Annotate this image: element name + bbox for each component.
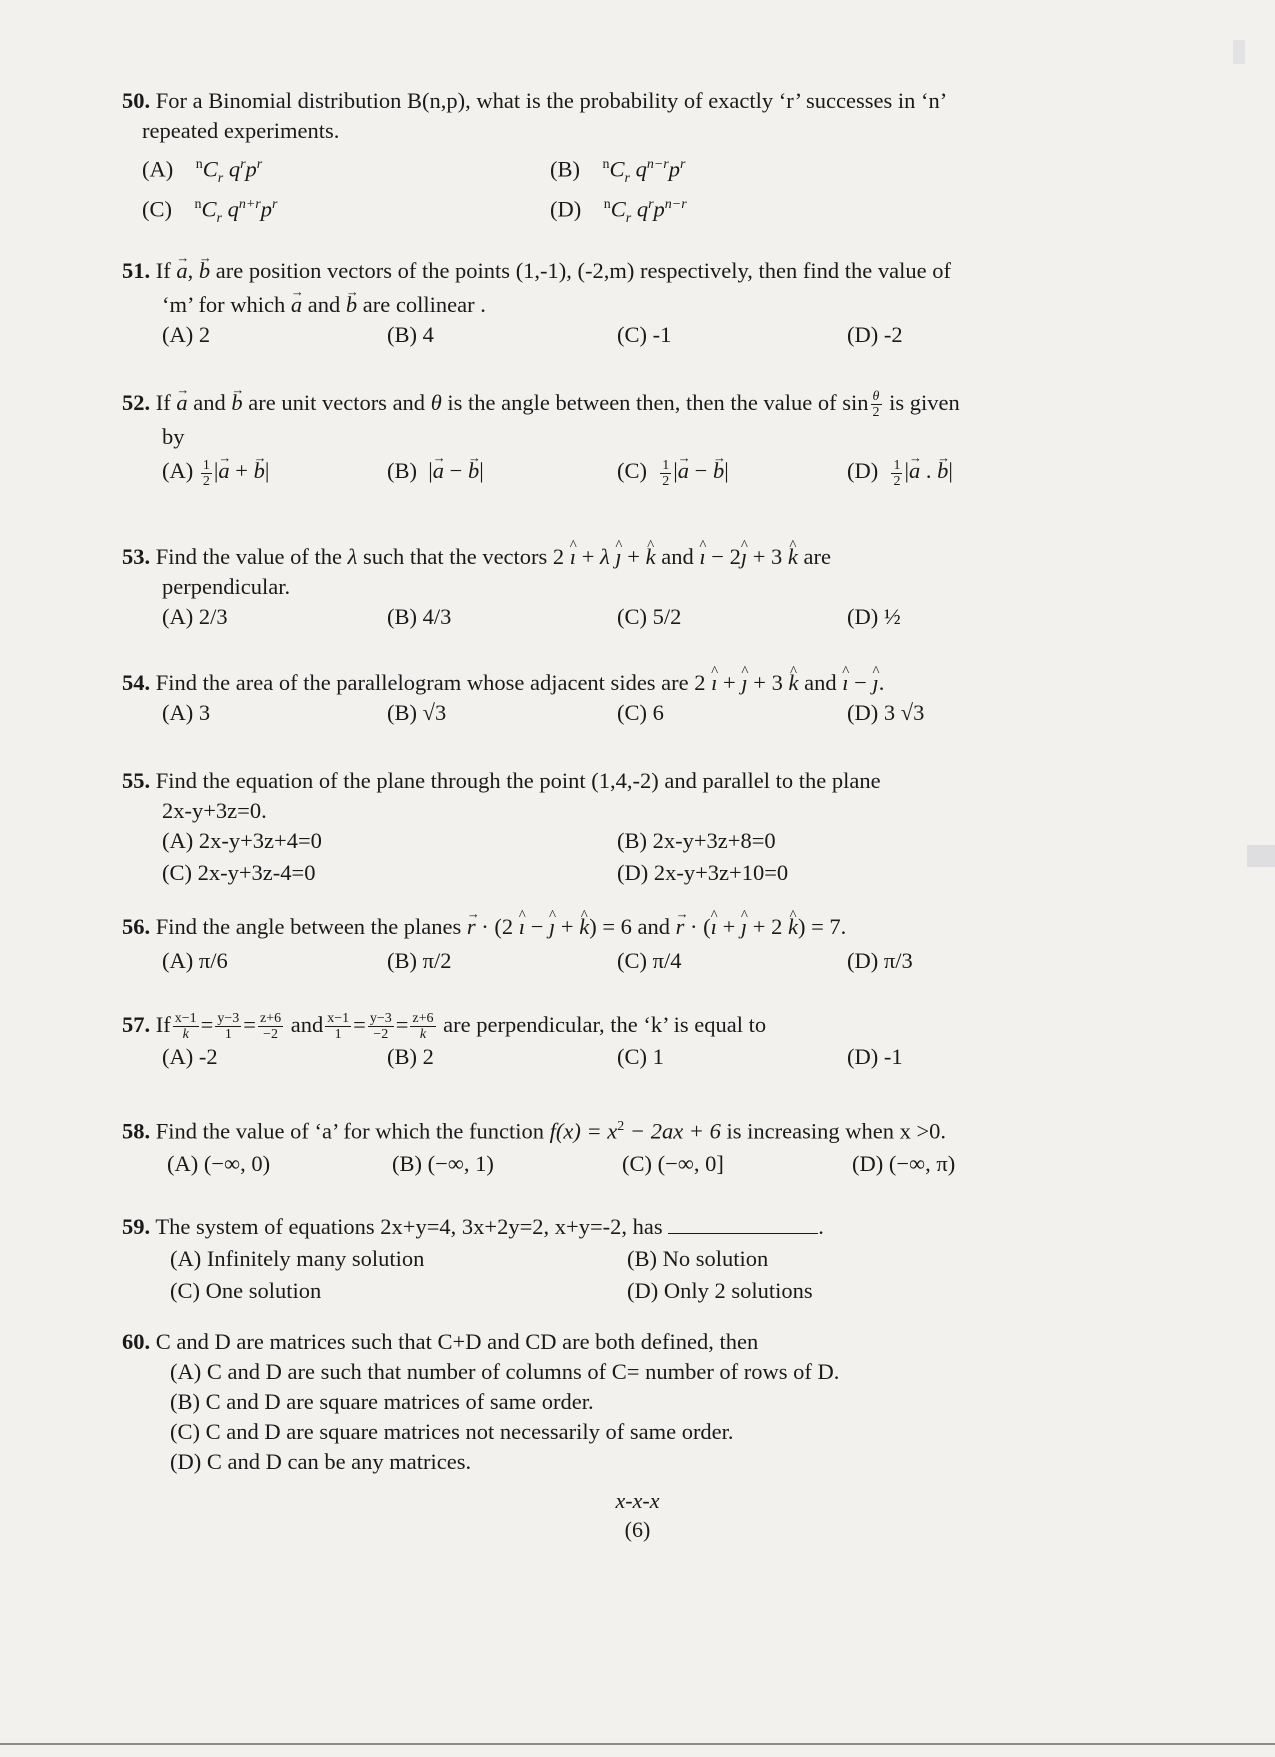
option-d[interactable]: (D) $\frac{1}{2}$ |→ a . → b| <box>847 456 953 488</box>
option-c[interactable]: (C) $\frac{1}{2}$ |→ a − → b| <box>617 456 729 488</box>
option-d[interactable]: (D) 2x-y+3z+10=0 <box>617 860 789 885</box>
option-c[interactable]: (C) One solution <box>170 1278 322 1303</box>
option-d[interactable]: (D) ½ <box>847 604 901 629</box>
option-b[interactable]: (B) π/2 <box>387 948 452 973</box>
question-58: 58. Find the value of ‘a’ for which the function $f(x) = x^2 - 2ax + 6$ is increasing when x >0. (A) (−∞, 0) (B) (−∞, 1) (C) (−∞, 0] (D) (−∞, π) <box>122 1112 1092 1181</box>
option-d[interactable]: (D) π/3 <box>847 948 913 973</box>
option-d[interactable]: (D) -2 <box>847 322 903 347</box>
question-51: 51. If → a, → b are position vectors of the points (1,-1), (-2,m) respectively, then find the value of ‘m’ for which → a and → b are collinear . (A) 2 (B) 4 (C) -1 (D) -2 <box>122 256 1092 352</box>
question-57: 57. If $\frac{x-1}{k}$ = $\frac{y-3}{1}$ = $\frac{z+6}{-2}$ and $\frac{x-1}{1}$ = $\frac{y-3}{-2}$ = $\frac{z+6}{k}$ are perpendicular, the ‘k’ is equal to (A) -2 (B) 2 (C) 1 (D) -1 <box>122 1010 1092 1074</box>
question-number: 53. <box>122 544 151 569</box>
option-a[interactable]: (A) 3 <box>162 700 211 725</box>
option-c[interactable]: (C) 6 <box>617 700 664 725</box>
option-d[interactable]: (D) Only 2 solutions <box>627 1278 813 1303</box>
question-50 <box>122 86 1092 226</box>
option-c[interactable]: (C) C and D are square matrices not necessarily of same order. <box>170 1419 734 1444</box>
question-number: 54. <box>122 670 151 695</box>
question-53: 53. Find the value of the λ such that the vectors 2 ^ ı + λ ^ ȷ + ^ k and ^ ı − 2^ ȷ + 3 ^ k are perpendicular. (A) 2/3 (B) 4/3 (C) 5/2 (D) ½ <box>122 542 1092 634</box>
end-mark: x-x-x <box>615 1488 660 1513</box>
question-59: 59. The system of equations 2x+y=4, 3x+2y=2, x+y=-2, has . (A) Infinitely many solution (B) No solution (C) One solution (D) Only 2 solutions <box>122 1212 1092 1308</box>
option-b[interactable]: (B) 2x-y+3z+8=0 <box>617 828 776 853</box>
question-number: 56. <box>122 914 151 939</box>
option-a[interactable]: (A) π/6 <box>162 948 228 973</box>
option-b[interactable]: (B) No solution <box>627 1246 769 1271</box>
question-55: 55. Find the equation of the plane through the point (1,4,-2) and parallel to the plane 2x-y+3z=0. (A) 2x-y+3z+4=0 (B) 2x-y+3z+8=0 (C) 2x-y+3z-4=0 (D) 2x-y+3z+10=0 <box>122 766 1092 890</box>
option-c[interactable]: (C) 5/2 <box>617 604 682 629</box>
option-b[interactable]: (B) 4/3 <box>387 604 452 629</box>
question-number: 55. <box>122 768 151 793</box>
question-54: 54. Find the area of the parallelogram whose adjacent sides are 2 ^ ı + ^ ȷ + 3 ^ k and ^ ı − ^ ȷ. (A) 3 (B) √3 (C) 6 (D) 3 √3 <box>122 668 1092 730</box>
question-number: 60. <box>122 1329 151 1354</box>
question-number: 58. <box>122 1118 151 1144</box>
option-a[interactable]: (A) (−∞, 0) <box>167 1150 271 1176</box>
option-a[interactable]: (A) Infinitely many solution <box>170 1246 425 1271</box>
option-c[interactable]: (C) π/4 <box>617 948 682 973</box>
option-a[interactable]: (A) $\frac{1}{2}$ |→ a + → b| <box>162 456 269 488</box>
question-56: 56. Find the angle between the planes → r · (2 ^ ı − ^ ȷ + ^ k) = 6 and → r · (^ ı + ^ ȷ + 2 ^ k) = 7. (A) π/6 (B) π/2 (C) π/4 (D) π/3 <box>122 912 1092 978</box>
option-a[interactable]: (A) 2 <box>162 322 211 347</box>
option-b[interactable]: (B) |→ a − → b| <box>387 456 484 486</box>
option-a[interactable]: (A) C and D are such that number of columns of C= number of rows of D. <box>170 1359 840 1384</box>
option-b[interactable]: (B) 4 <box>387 322 434 347</box>
option-b[interactable]: (B) (−∞, 1) <box>392 1150 494 1176</box>
scan-edge <box>0 1743 1275 1745</box>
option-c[interactable]: (C) (−∞, 0] <box>622 1150 724 1176</box>
option-c[interactable]: (C) 1 <box>617 1044 664 1070</box>
option-a[interactable]: (A) $^nC_r$ $q^rp^r$ <box>142 156 263 186</box>
option-c[interactable]: (C) 2x-y+3z-4=0 <box>162 860 316 885</box>
option-b[interactable]: (B) 2 <box>387 1044 434 1070</box>
answer-blank <box>668 1233 818 1234</box>
question-number: 51. <box>122 258 151 283</box>
option-a[interactable]: (A) -2 <box>162 1044 218 1070</box>
option-a[interactable]: (A) 2/3 <box>162 604 228 629</box>
option-b[interactable]: (B) √3 <box>387 700 447 725</box>
question-number: 50. <box>122 88 151 113</box>
scan-artifact <box>1247 845 1275 867</box>
question-60: 60. C and D are matrices such that C+D and CD are both defined, then (A) C and D are such that number of columns of C= number of rows of D. (B) C and D are square matrices of same order. (C) C and D are square matrices not necessarily of same order. (D) C and D can be any matrices. <box>122 1327 1092 1477</box>
option-d[interactable]: (D) $^nC_r$ $q^rp^{n-r}$ <box>550 196 687 226</box>
option-b[interactable]: (B) C and D are square matrices of same order. <box>170 1389 594 1414</box>
question-number: 57. <box>122 1012 151 1037</box>
option-d[interactable]: (D) (−∞, π) <box>852 1150 956 1176</box>
option-d[interactable]: (D) -1 <box>847 1044 903 1070</box>
page-number: (6) <box>624 1517 651 1542</box>
question-text: repeated experiments. <box>142 118 340 143</box>
option-b[interactable]: (B) $^nC_r$ $q^{n-r}p^r$ <box>550 156 686 186</box>
question-52: 52. If → a and → b are unit vectors and θ is the angle between then, then the value of sin $\frac{\theta}{2}$ is given by (A) $\frac{1}{2}$ |→ a + → b| (B) |→ a − → b| (C) $\frac{1}{2}$ |→ a − → b| (D) $\frac{1}{2}$ |→ a . → b| <box>122 388 1092 488</box>
option-d[interactable]: (D) C and D can be any matrices. <box>170 1449 472 1474</box>
question-text: For a Binomial distribution B(n,p), what is the probability of exactly ‘r’ successes in ‘n’ <box>155 88 948 113</box>
option-c[interactable]: (C) -1 <box>617 322 672 347</box>
option-a[interactable]: (A) 2x-y+3z+4=0 <box>162 828 322 853</box>
option-c[interactable]: (C) $^nC_r$ $q^{n+r}p^r$ <box>142 196 278 226</box>
scan-artifact <box>1233 40 1245 64</box>
question-number: 52. <box>122 390 151 415</box>
question-number: 59. <box>122 1214 151 1239</box>
option-d[interactable]: (D) 3 √3 <box>847 700 925 725</box>
